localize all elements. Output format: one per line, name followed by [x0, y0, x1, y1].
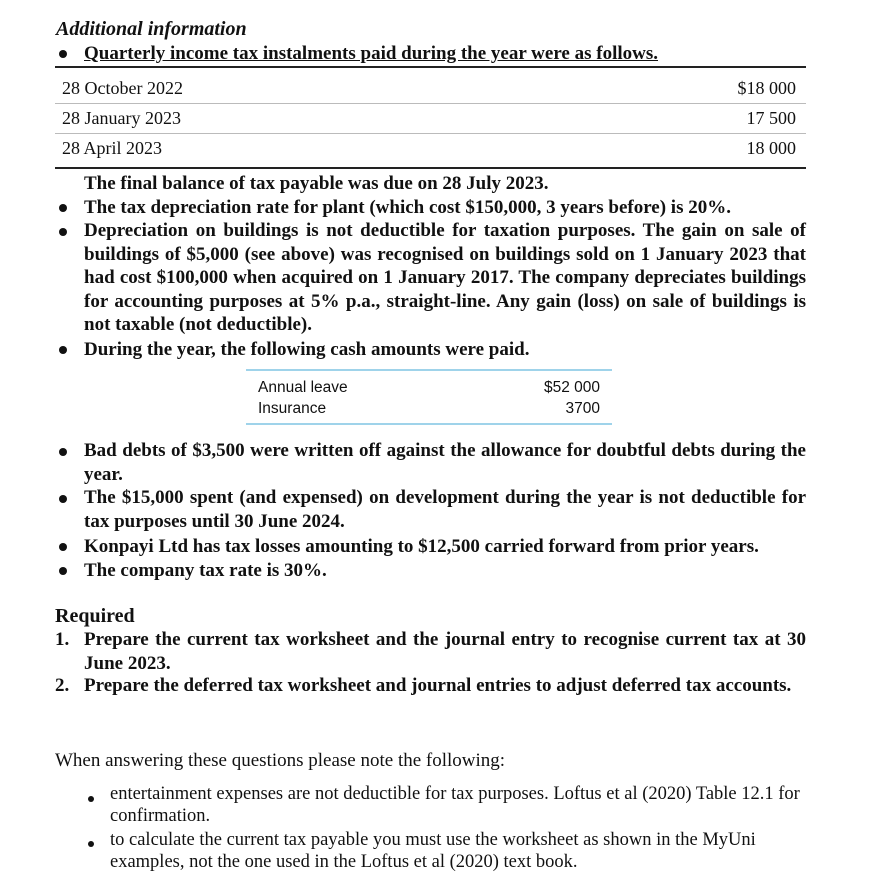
section-heading: Additional information — [56, 18, 247, 40]
instalment-date: 28 January 2023 — [62, 108, 181, 128]
bullet-dot — [59, 495, 67, 503]
required-number: 2. — [55, 675, 70, 696]
required-item: Prepare the current tax worksheet and the journal entry to recognise current tax at 30 June 2023. — [84, 629, 806, 674]
table-row — [62, 78, 796, 99]
development-bullet: The $15,000 spent (and expensed) on development during the year is not deductible for tax purposes until 30 June 2024. — [84, 487, 806, 532]
final-balance-note: The final balance of tax payable was due on 28 July 2023. — [84, 173, 549, 194]
bullet-dot — [88, 796, 94, 802]
notes-intro: When answering these questions please note the following: — [55, 750, 506, 771]
bullet-dot — [59, 204, 67, 212]
instalment-amount: $18 000 — [737, 78, 796, 98]
required-heading: Required — [55, 605, 135, 627]
depreciation-bullet: The tax depreciation rate for plant (which cost $150,000, 3 years before) is 20%. — [84, 197, 731, 218]
cash-label: Insurance — [258, 400, 327, 417]
bullet-dot — [59, 50, 67, 58]
instalment-amount: 17 500 — [746, 108, 796, 128]
row-divider — [55, 103, 806, 104]
table-bottom-rule — [55, 167, 806, 169]
bullet-dot — [59, 448, 67, 456]
cash-amount: 3700 — [565, 400, 600, 417]
cash-label: Annual leave — [258, 379, 348, 396]
row-divider — [55, 133, 806, 134]
bullet-dot — [59, 228, 67, 236]
bad-debts-bullet: Bad debts of $3,500 were written off against the allowance for doubtful debts during the year. — [84, 440, 806, 485]
cash-table — [246, 369, 612, 425]
buildings-bullet: Depreciation on buildings is not deductible for taxation purposes. The gain on sale of buildings of $5,000 (see above) was recognised on buildings sold on 1 January 2023 that had cost $100,000 when acquired on 1 January 2017. The company depreciates buildings for accounting purposes at 5% p.a., straight-line. Any gain (loss) on sale of buildings is not taxable (not deductible). — [84, 220, 806, 336]
bullet-dot — [59, 567, 67, 575]
table-row — [62, 138, 796, 159]
instalment-amount: 18 000 — [746, 138, 796, 158]
bullet-dot — [59, 543, 67, 551]
cash-amount: $52 000 — [543, 379, 600, 396]
note-item: entertainment expenses are not deductible for tax purposes. Loftus et al (2020) Table 12.1 for confirmation. — [110, 784, 800, 826]
table-row — [246, 377, 612, 398]
bullet-dot — [59, 346, 67, 354]
tax-losses-bullet: Konpayi Ltd has tax losses amounting to $12,500 carried forward from prior years. — [84, 536, 759, 557]
instalments-intro: Quarterly income tax instalments paid during the year were as follows. — [84, 43, 659, 64]
instalment-date: 28 April 2023 — [62, 138, 163, 158]
table-row — [62, 108, 796, 129]
table-row — [246, 398, 612, 419]
instalment-date: 28 October 2022 — [62, 78, 183, 98]
table-top-rule — [55, 66, 806, 68]
bullet-dot — [88, 841, 94, 847]
note-item: to calculate the current tax payable you must use the worksheet as shown in the MyUni examples, not the one used in the Loftus et al (2020) text book. — [110, 830, 756, 872]
required-number: 1. — [55, 629, 70, 650]
cash-bullet: During the year, the following cash amounts were paid. — [84, 339, 530, 360]
required-item: Prepare the deferred tax worksheet and journal entries to adjust deferred tax accounts. — [84, 675, 792, 696]
tax-rate-bullet: The company tax rate is 30%. — [84, 560, 327, 581]
